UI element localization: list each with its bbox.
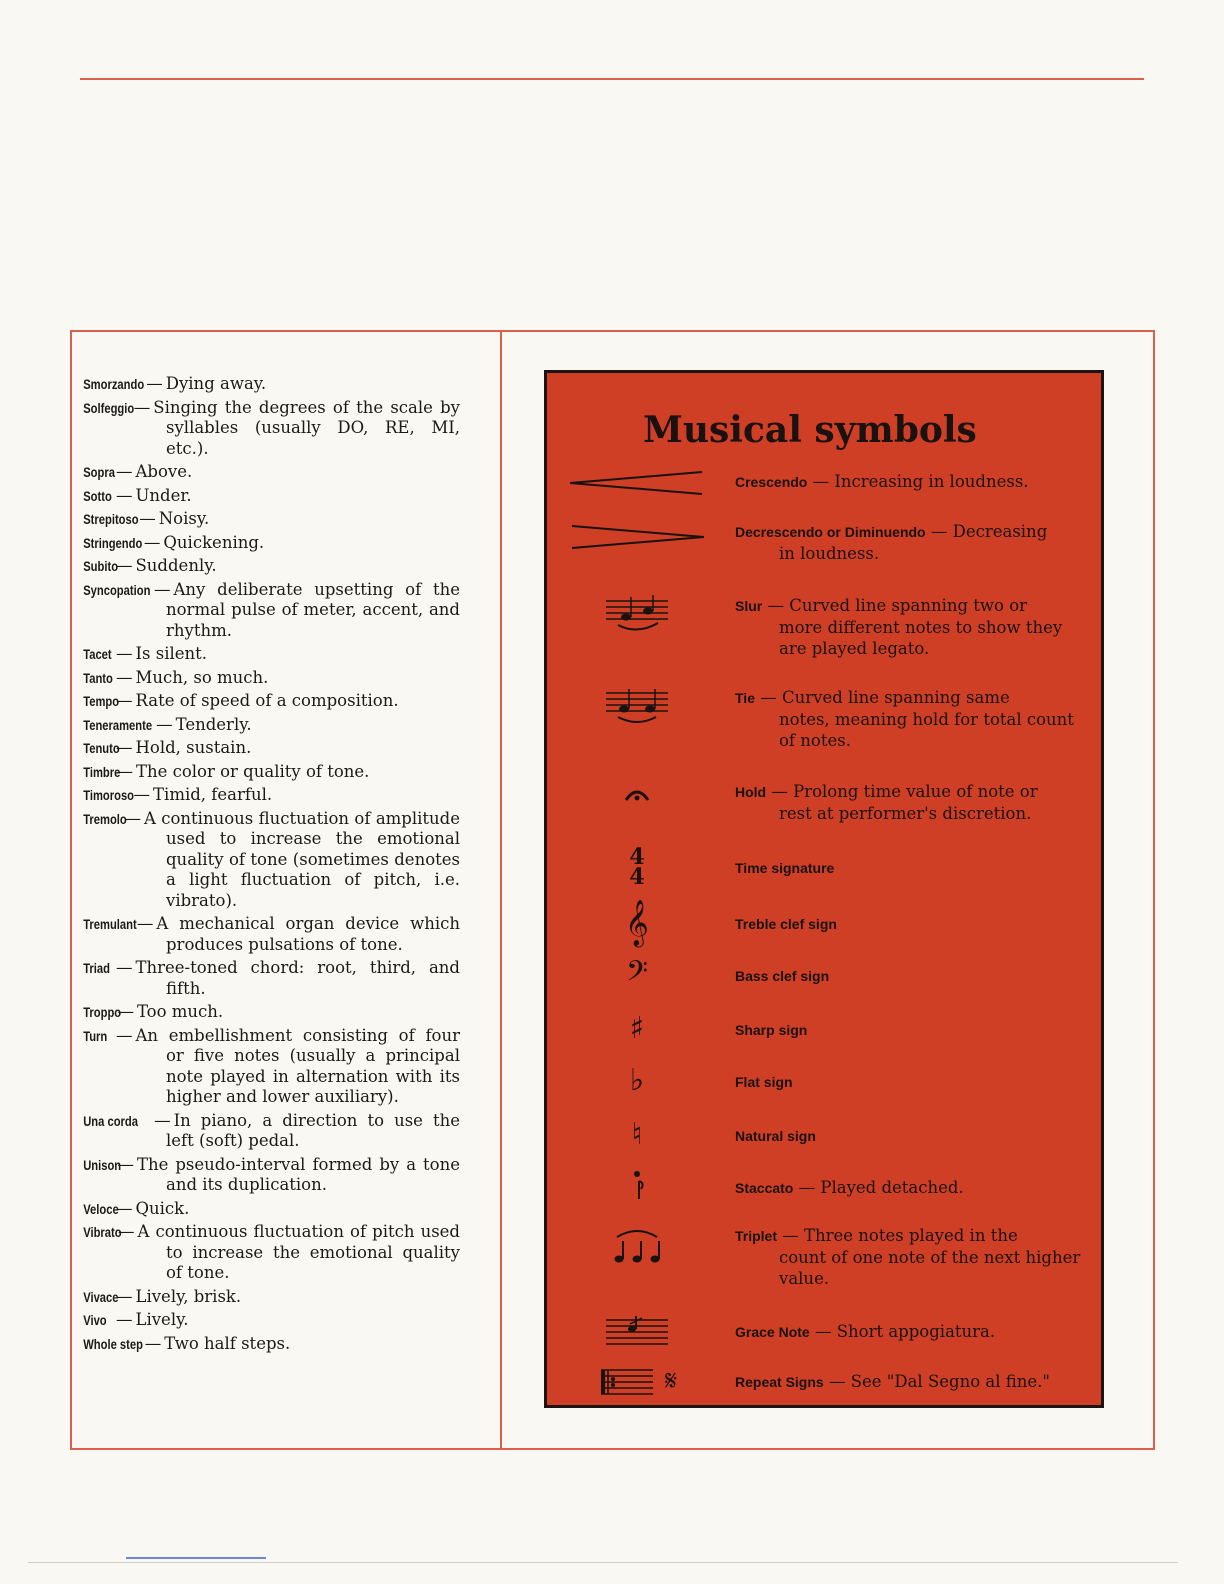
glossary-entry: Turn — An embellishment consisting of four or five notes (usually a principal note played in alternation with its higher and lower auxiliary).: [83, 1025, 460, 1106]
glossary-definition: Timid, fearful.: [153, 785, 273, 804]
glossary-entry: [83, 579, 460, 642]
sharp-icon: ♯: [629, 1011, 645, 1046]
glossary-definition: The pseudo-interval formed by a tone and its duplication.: [136, 1154, 460, 1194]
glossary-definition: Singing the degrees of the scale by syllables (usually DO, RE, MI, etc.).: [153, 397, 460, 458]
glossary-definition: Too much.: [136, 1002, 224, 1021]
glossary-entry: Veloce— Quick.: [83, 1198, 190, 1218]
glossary-term: Tremolo: [83, 810, 127, 827]
slur-icon: [547, 595, 727, 635]
em-dash: —: [136, 914, 154, 933]
time-signature-icon: 4 4: [629, 844, 645, 890]
symbol-text: Time signature: [735, 860, 835, 876]
glossary-definition: A mechanical organ device which produces pulsations of tone.: [156, 914, 460, 954]
glossary-term: Tremulant: [83, 916, 137, 932]
em-dash: —: [117, 1154, 134, 1174]
decrescendo-icon: [547, 517, 727, 557]
treble-clef-icon: 𝄞: [625, 900, 649, 946]
symbol-row-crescendo: [547, 465, 1101, 501]
glossary-definition: An embellishment consisting of four or five notes (usually a principal note played in alternation with its higher and lower auxiliary).: [135, 1025, 460, 1106]
fermata-icon: [547, 779, 727, 809]
em-dash: —: [154, 1110, 171, 1130]
glossary-entry: Tenuto— Hold, sustain.: [83, 738, 252, 757]
grace-note-icon: [547, 1313, 727, 1349]
glossary-term: Smorzando: [83, 376, 145, 392]
symbol-text: Grace Note — Short appogiatura.: [735, 1322, 996, 1341]
glossary-entry: [83, 1110, 460, 1152]
bottom-link-underline: [126, 1557, 266, 1559]
symbol-row-sharp: [547, 1007, 1101, 1051]
glossary-definition: Under.: [135, 485, 192, 505]
repeat-signs-icon: [547, 1363, 727, 1399]
top-rule: [80, 78, 1144, 80]
glossary-definition: Dying away.: [165, 374, 267, 393]
bottom-rule: [28, 1562, 1178, 1563]
glossary-entry: [83, 1222, 460, 1284]
symbol-text: Crescendo — Increasing in loudness.: [735, 472, 1029, 491]
glossary-term: Stringendo: [83, 534, 143, 551]
glossary-entry: [83, 374, 460, 395]
glossary-definition: In piano, a direction to use the left (soft) pedal.: [166, 1110, 460, 1150]
glossary-entry: [83, 785, 460, 806]
glossary-entry: Tanto — Much, so much.: [83, 667, 269, 687]
glossary-definition: Rate of speed of a composition.: [135, 691, 399, 710]
symbol-row-decrescendo: [547, 517, 1101, 567]
glossary-term: Timoroso: [83, 787, 135, 803]
glossary-entry: Tempo— Rate of speed of a composition.: [83, 691, 399, 710]
triplet-icon: [547, 1225, 727, 1269]
symbol-row-triplet: [547, 1225, 1101, 1291]
em-dash: —: [117, 1222, 135, 1241]
em-dash: —: [116, 738, 133, 757]
em-dash: —: [146, 374, 163, 393]
em-dash: —: [143, 532, 161, 552]
glossary-term: Troppo: [83, 1004, 122, 1020]
symbol-text: Staccato — Played detached.: [735, 1178, 964, 1197]
glossary-definition: Any deliberate upsetting of the normal pulse of meter, accent, and rhythm.: [166, 579, 460, 640]
glossary-definition: Is silent.: [135, 644, 208, 663]
glossary-definition: Quick.: [135, 1198, 190, 1218]
glossary-definition: Suddenly.: [135, 556, 217, 575]
glossary-entry: Tacet — Is silent.: [83, 644, 208, 663]
symbol-row-staccato: [547, 1165, 1101, 1209]
glossary-definition: A continuous fluctuation of amplitude used to increase the emotional quality of tone (sometimes denotes a light fluctuation of pitch, i.e. vibrato).: [143, 808, 460, 910]
natural-icon: ♮: [631, 1117, 643, 1152]
symbol-row-bass-clef: [547, 953, 1101, 997]
symbol-row-treble-clef: [547, 899, 1101, 947]
crescendo-icon: [547, 465, 727, 501]
glossary-definition: Much, so much.: [135, 667, 269, 687]
glossary-entry: Sopra— Above.: [83, 462, 193, 481]
em-dash: —: [116, 556, 133, 575]
glossary-term: Whole step: [83, 1335, 143, 1352]
symbol-text: Slur — Curved line spanning two or more different notes to show they are played legato.: [735, 596, 1063, 658]
glossary-definition: Quickening.: [163, 532, 265, 552]
glossary-entry: [83, 1333, 460, 1355]
staccato-icon: [547, 1165, 727, 1209]
symbol-text: Decrescendo or Diminuendo — Decreasing in loudness.: [735, 522, 1048, 563]
symbol-text: Hold — Prolong time value of note or rest at performer's discretion.: [735, 782, 1038, 823]
column-divider: [500, 332, 502, 1448]
glossary-definition: Tenderly.: [175, 714, 252, 734]
em-dash: —: [116, 485, 133, 505]
em-dash: —: [117, 1002, 134, 1021]
glossary-definition: Lively.: [135, 1310, 189, 1329]
symbol-row-time-signature: [547, 843, 1101, 891]
flat-icon: ♭: [629, 1063, 645, 1098]
glossary-term: Unison: [83, 1156, 122, 1173]
symbol-text: Repeat Signs — See "Dal Segno al fine.": [735, 1372, 1050, 1391]
em-dash: —: [124, 808, 141, 828]
glossary-definition: Noisy.: [158, 509, 210, 528]
em-dash: —: [139, 509, 156, 528]
em-dash: —: [116, 1198, 133, 1218]
em-dash: —: [133, 397, 151, 417]
symbol-text: Flat sign: [735, 1074, 793, 1090]
em-dash: —: [116, 1025, 133, 1045]
em-dash: —: [116, 1286, 133, 1306]
em-dash: —: [156, 714, 173, 734]
em-dash: —: [116, 958, 133, 977]
glossary-entry: Triad — Three-toned chord: root, third, and fifth.: [83, 958, 460, 998]
em-dash: —: [116, 691, 133, 710]
segno-icon: 𝄋: [664, 1364, 678, 1397]
glossary-entry: [83, 714, 460, 736]
content-frame: [70, 330, 1155, 1450]
glossary-entry: [83, 532, 460, 554]
glossary-term: Syncopation: [83, 581, 151, 598]
symbol-text: Treble clef sign: [735, 916, 837, 932]
glossary-entry: [83, 509, 460, 530]
glossary-term: Una corda: [83, 1112, 138, 1129]
em-dash: —: [116, 761, 133, 781]
glossary-entry: [83, 1002, 460, 1023]
glossary-term: Strepitoso: [83, 511, 139, 527]
glossary-term: Solfeggio: [83, 399, 135, 416]
glossary-entry: [83, 808, 460, 912]
bass-clef-icon: 𝄢: [626, 955, 648, 995]
symbol-row-natural: [547, 1113, 1101, 1157]
glossary-term: Teneramente: [83, 716, 153, 733]
symbol-row-hold: [547, 779, 1101, 823]
glossary-entry: [83, 397, 460, 460]
glossary-definition: Above.: [135, 462, 193, 481]
symbol-text: Natural sign: [735, 1128, 816, 1144]
em-dash: —: [116, 667, 133, 687]
em-dash: —: [116, 1310, 133, 1329]
glossary-entry: Sotto — Under.: [83, 485, 192, 505]
glossary-entry: [83, 761, 460, 783]
glossary-entry: [83, 1154, 460, 1196]
glossary-list: [83, 374, 460, 1357]
em-dash: —: [144, 1333, 162, 1353]
glossary-entry: Vivace— Lively, brisk.: [83, 1286, 242, 1306]
glossary-definition: A continuous fluctuation of pitch used to increase the emotional quality of tone.: [137, 1222, 460, 1282]
em-dash: —: [116, 462, 133, 481]
musical-symbols-panel: [544, 370, 1104, 1408]
symbol-text: Tie — Curved line spanning same notes, meaning hold for total count of notes.: [735, 688, 1074, 750]
symbol-row-repeat-signs: [547, 1363, 1101, 1403]
symbol-row-slur: [547, 595, 1101, 659]
glossary-definition: Hold, sustain.: [135, 738, 252, 757]
symbol-row-flat: [547, 1059, 1101, 1103]
glossary-definition: The color or quality of tone.: [135, 761, 370, 781]
symbol-row-grace-note: [547, 1313, 1101, 1353]
em-dash: —: [154, 579, 171, 599]
em-dash: —: [116, 644, 133, 663]
panel-title: Musical symbols: [643, 409, 977, 451]
glossary-definition: Three-toned chord: root, third, and fifth.: [135, 958, 460, 998]
glossary-entry: Subito— Suddenly.: [83, 556, 217, 575]
symbol-text: Sharp sign: [735, 1022, 808, 1038]
glossary-term: Vibrato: [83, 1224, 122, 1240]
em-dash: —: [133, 785, 151, 804]
glossary-definition: Two half steps.: [164, 1333, 291, 1353]
glossary-definition: Lively, brisk.: [135, 1286, 242, 1306]
symbol-row-tie: [547, 687, 1101, 751]
tie-icon: [547, 687, 727, 727]
symbol-text: Triplet — Three notes played in the count of one note of the next higher value.: [735, 1226, 1081, 1288]
glossary-entry: [83, 914, 460, 955]
symbol-text: Bass clef sign: [735, 968, 830, 984]
glossary-entry: Vivo — Lively.: [83, 1310, 189, 1329]
